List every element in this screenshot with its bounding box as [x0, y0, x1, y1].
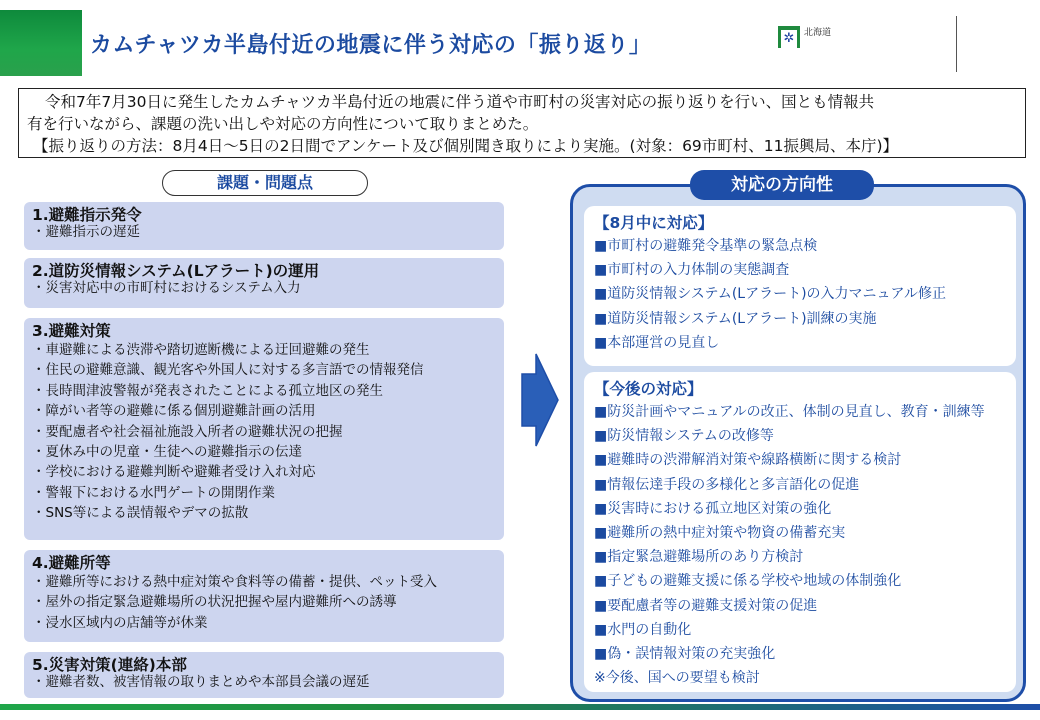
future-actions-title: 【今後の対応】 — [594, 380, 703, 398]
action-item: ■災害時における孤立地区対策の強化 — [594, 500, 832, 517]
issues-header: 課題・問題点 — [162, 170, 368, 196]
summary-line-2: 有を行いながら、課題の洗い出しや対応の方向性について取りまとめた。 — [27, 115, 539, 133]
right-arrow-icon — [520, 352, 560, 448]
issue-item: ・長時間津波警報が発表されたことによる孤立地区の発生 — [32, 382, 383, 399]
issue-section — [24, 652, 504, 698]
issue-item: ・車避難による渋滞や踏切遮断機による迂回避難の発生 — [32, 342, 370, 358]
issue-item: ・災害対応中の市町村におけるシステム入力 — [32, 280, 301, 296]
action-item: ■指定緊急避難場所のあり方検討 — [594, 549, 804, 566]
issue-item: ・避難所等における熱中症対策や食料等の備蓄・提供、ペット受入 — [32, 574, 437, 590]
header-divider — [956, 16, 957, 72]
page-title: カムチャツカ半島付近の地震に伴う対応の「振り返り」 — [90, 33, 652, 58]
action-item: ■本部運営の見直し — [594, 334, 720, 351]
august-actions-title: 【8月中に対応】 — [594, 214, 714, 232]
issue-item: ・屋外の指定緊急避難場所の状況把握や屋内避難所への誘導 — [32, 594, 397, 611]
future-actions-box — [584, 372, 1016, 692]
issue-section — [24, 202, 504, 250]
issue-section-title: 2.道防災情報システム(Lアラート)の運用 — [32, 262, 320, 280]
issue-section-title: 1.避難指示発令 — [32, 206, 142, 224]
hokkaido-emblem-icon: ✲ — [778, 26, 800, 48]
issue-section — [24, 318, 504, 540]
issue-item: ・夏休み中の児童・生徒への避難指示の伝達 — [32, 444, 302, 461]
action-item: ■情報伝達手段の多様化と多言語化の促進 — [594, 476, 860, 493]
action-item: ■子どもの避難支援に係る学校や地域の体制強化 — [594, 573, 902, 590]
issue-item: ・SNS等による誤情報やデマの拡散 — [32, 505, 249, 522]
issue-section-title: 3.避難対策 — [32, 322, 111, 340]
issue-item: ・要配慮者や社会福祉施設入所者の避難状況の把握 — [32, 423, 343, 440]
logo-text: 北海道 — [804, 28, 832, 38]
header-accent-bar — [0, 10, 82, 76]
action-item: ■市町村の入力体制の実態調査 — [594, 262, 790, 279]
action-item: ■市町村の避難発令基準の緊急点検 — [594, 238, 818, 254]
issue-item: ・浸水区域内の店舗等が休業 — [32, 614, 208, 631]
issue-item: ・住民の避難意識、観光客や外国人に対する多言語での情報発信 — [32, 362, 424, 379]
action-item: ■避難所の熱中症対策や物資の備蓄充実 — [594, 525, 846, 542]
issue-section-title: 4.避難所等 — [32, 554, 111, 572]
footer-bar — [0, 704, 1040, 710]
august-actions-box — [584, 206, 1016, 366]
action-item: ■道防災情報システム(Lアラート)訓練の実施 — [594, 310, 877, 327]
directions-header: 対応の方向性 — [690, 170, 874, 200]
issue-item: ・警報下における水門ゲートの開閉作業 — [32, 484, 275, 501]
action-item: ■水門の自動化 — [594, 621, 692, 638]
issue-item: ・避難指示の遅延 — [32, 224, 140, 240]
action-item: ■防災情報システムの改修等 — [594, 428, 774, 445]
issue-item: ・学校における避難判断や避難者受け入れ対応 — [32, 464, 316, 481]
action-item: ■道防災情報システム(Lアラート)の入力マニュアル修正 — [594, 286, 946, 303]
summary-box — [18, 88, 1026, 158]
action-item: ■要配慮者等の避難支援対策の促進 — [594, 597, 818, 614]
action-item: ■防災計画やマニュアルの改正、体制の見直し、教育・訓練等 — [594, 404, 985, 420]
issue-section-title: 5.災害対策(連絡)本部 — [32, 656, 187, 674]
action-note: ※今後、国への要望も検討 — [594, 670, 760, 687]
issue-item: ・障がい者等の避難に係る個別避難計画の活用 — [32, 403, 316, 420]
issue-section — [24, 550, 504, 642]
action-item: ■避難時の渋滞解消対策や線路横断に関する検討 — [594, 452, 902, 469]
summary-method: 【振り返りの方法：8月4日～5日の2日間でアンケート及び個別聞き取りにより実施。(対象：69市町村、11振興局、本庁)】 — [33, 137, 899, 155]
action-item: ■偽・誤情報対策の充実強化 — [594, 646, 776, 663]
issue-section — [24, 258, 504, 308]
issue-item: ・避難者数、被害情報の取りまとめや本部員会議の遅延 — [32, 674, 370, 690]
summary-line-1: 令和7年7月30日に発生したカムチャツカ半島付近の地震に伴う道や市町村の災害対応の振り返りを行い、国とも情報共 — [45, 93, 875, 111]
hokkaido-logo — [778, 26, 831, 48]
